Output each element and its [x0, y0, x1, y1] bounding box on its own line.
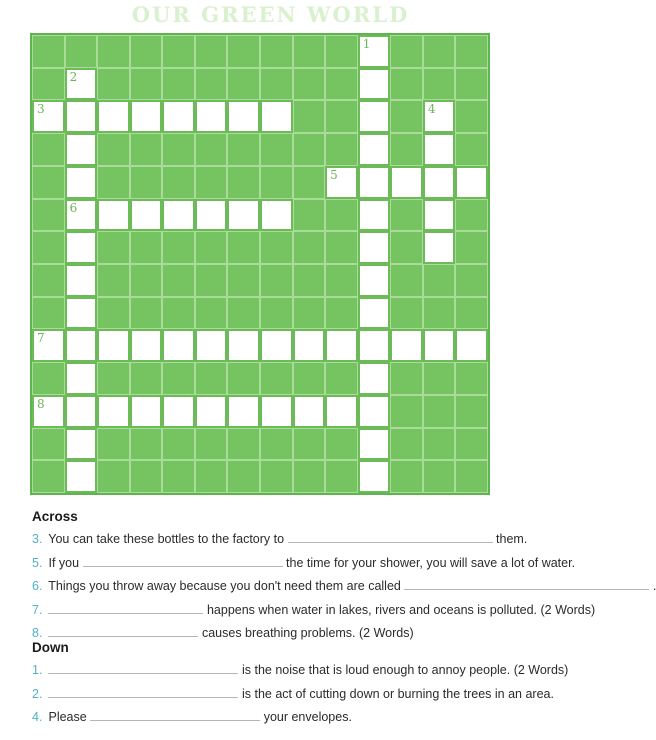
clue-number: 8 — [37, 396, 45, 411]
blocked-cell — [325, 297, 358, 330]
answer-cell[interactable] — [260, 329, 293, 362]
blocked-cell — [293, 362, 326, 395]
blocked-cell — [162, 297, 195, 330]
blocked-cell — [227, 264, 260, 297]
down-clues — [32, 640, 569, 732]
down-heading: Down — [32, 640, 69, 655]
answer-cell[interactable] — [325, 166, 358, 199]
blocked-cell — [130, 264, 163, 297]
answer-cell[interactable] — [195, 329, 228, 362]
blocked-cell — [162, 35, 195, 68]
blocked-cell — [293, 297, 326, 330]
answer-cell[interactable] — [130, 199, 163, 232]
clue-number-label: 7. — [32, 602, 43, 617]
answer-blank[interactable] — [83, 554, 283, 567]
blocked-cell — [390, 460, 423, 493]
answer-cell[interactable] — [358, 100, 391, 133]
across-clue-3 — [32, 530, 528, 554]
answer-cell[interactable] — [130, 100, 163, 133]
blocked-cell — [260, 264, 293, 297]
blocked-cell — [325, 362, 358, 395]
blocked-cell — [455, 428, 488, 461]
clue-text: . — [652, 579, 656, 593]
answer-cell[interactable] — [65, 68, 98, 101]
answer-cell[interactable] — [358, 166, 391, 199]
blocked-cell — [130, 35, 163, 68]
answer-blank[interactable] — [48, 685, 238, 698]
answer-cell[interactable] — [195, 395, 228, 428]
blocked-cell — [32, 297, 65, 330]
blocked-cell — [423, 264, 456, 297]
blocked-cell — [293, 199, 326, 232]
across-clue-6 — [32, 577, 656, 601]
answer-cell[interactable] — [97, 199, 130, 232]
blocked-cell — [293, 68, 326, 101]
blocked-cell — [195, 428, 228, 461]
blocked-cell — [130, 460, 163, 493]
blocked-cell — [32, 199, 65, 232]
answer-cell[interactable] — [32, 100, 65, 133]
answer-cell[interactable] — [195, 100, 228, 133]
answer-cell[interactable] — [32, 395, 65, 428]
blocked-cell — [293, 35, 326, 68]
blocked-cell — [390, 231, 423, 264]
blocked-cell — [32, 68, 65, 101]
blocked-cell — [130, 166, 163, 199]
answer-cell[interactable] — [65, 428, 98, 461]
blocked-cell — [293, 428, 326, 461]
blocked-cell — [130, 68, 163, 101]
answer-cell[interactable] — [358, 264, 391, 297]
blocked-cell — [195, 35, 228, 68]
answer-cell[interactable] — [358, 35, 391, 68]
blocked-cell — [32, 362, 65, 395]
blocked-cell — [32, 264, 65, 297]
clue-number: 7 — [37, 331, 45, 346]
blocked-cell — [293, 166, 326, 199]
blocked-cell — [162, 231, 195, 264]
answer-cell[interactable] — [65, 133, 98, 166]
answer-cell[interactable] — [358, 231, 391, 264]
answer-cell[interactable] — [358, 133, 391, 166]
answer-cell[interactable] — [227, 395, 260, 428]
answer-cell[interactable] — [227, 199, 260, 232]
blocked-cell — [390, 35, 423, 68]
blocked-cell — [32, 231, 65, 264]
blocked-cell — [325, 428, 358, 461]
blocked-cell — [130, 297, 163, 330]
blocked-cell — [455, 231, 488, 264]
blocked-cell — [390, 133, 423, 166]
answer-cell[interactable] — [260, 199, 293, 232]
blocked-cell — [97, 460, 130, 493]
blocked-cell — [162, 68, 195, 101]
blocked-cell — [293, 460, 326, 493]
blocked-cell — [260, 297, 293, 330]
clue-text: is the noise that is loud enough to annoy people. (2 Words) — [241, 663, 569, 677]
answer-cell[interactable] — [227, 100, 260, 133]
blocked-cell — [97, 264, 130, 297]
answer-cell[interactable] — [358, 68, 391, 101]
blocked-cell — [195, 231, 228, 264]
blocked-cell — [130, 133, 163, 166]
blocked-cell — [260, 68, 293, 101]
blocked-cell — [97, 362, 130, 395]
answer-cell[interactable] — [358, 297, 391, 330]
blocked-cell — [325, 264, 358, 297]
blocked-cell — [390, 264, 423, 297]
answer-cell[interactable] — [162, 100, 195, 133]
answer-cell[interactable] — [97, 100, 130, 133]
answer-cell[interactable] — [65, 166, 98, 199]
answer-cell[interactable] — [65, 362, 98, 395]
clue-number: 2 — [69, 69, 78, 84]
blocked-cell — [260, 231, 293, 264]
blocked-cell — [195, 460, 228, 493]
answer-cell[interactable] — [65, 329, 98, 362]
clue-number-label: 6. — [32, 579, 43, 593]
blocked-cell — [130, 428, 163, 461]
answer-cell[interactable] — [423, 231, 456, 264]
blocked-cell — [325, 35, 358, 68]
answer-cell[interactable] — [423, 329, 456, 362]
blocked-cell — [293, 133, 326, 166]
blocked-cell — [423, 395, 456, 428]
blocked-cell — [195, 362, 228, 395]
answer-cell[interactable] — [423, 133, 456, 166]
blocked-cell — [97, 166, 130, 199]
blocked-cell — [390, 362, 423, 395]
answer-cell[interactable] — [97, 395, 130, 428]
blocked-cell — [423, 68, 456, 101]
blocked-cell — [97, 133, 130, 166]
clue-text: is the act of cutting down or burning the trees in an area. — [241, 686, 554, 701]
blocked-cell — [97, 68, 130, 101]
blocked-cell — [195, 264, 228, 297]
blocked-cell — [227, 133, 260, 166]
blocked-cell — [455, 362, 488, 395]
answer-cell[interactable] — [293, 395, 326, 428]
blocked-cell — [32, 133, 65, 166]
blocked-cell — [325, 100, 358, 133]
answer-cell[interactable] — [65, 231, 98, 264]
answer-blank[interactable] — [48, 624, 198, 637]
blocked-cell — [260, 133, 293, 166]
blocked-cell — [130, 362, 163, 395]
blocked-cell — [455, 395, 488, 428]
blocked-cell — [325, 68, 358, 101]
blocked-cell — [325, 199, 358, 232]
blocked-cell — [32, 35, 65, 68]
clue-text: happens when water in lakes, rivers and oceans is polluted. (2 Words) — [206, 602, 596, 617]
answer-cell[interactable] — [423, 199, 456, 232]
blocked-cell — [260, 428, 293, 461]
page-title: OUR GREEN WORLD — [131, 2, 410, 27]
clue-text: the time for your shower, you will save a lot of water. — [286, 555, 576, 570]
answer-cell[interactable] — [162, 199, 195, 232]
clue-number-label: 3. — [32, 532, 43, 546]
blocked-cell — [130, 231, 163, 264]
answer-cell[interactable] — [65, 100, 98, 133]
blocked-cell — [162, 362, 195, 395]
clue-number-label: 5. — [32, 555, 43, 570]
blocked-cell — [455, 264, 488, 297]
blocked-cell — [260, 362, 293, 395]
blocked-cell — [423, 297, 456, 330]
answer-cell[interactable] — [260, 395, 293, 428]
blocked-cell — [97, 428, 130, 461]
clue-number-label: 2. — [32, 686, 43, 701]
answer-cell[interactable] — [130, 329, 163, 362]
across-clues — [32, 509, 656, 648]
answer-cell[interactable] — [325, 329, 358, 362]
clue-text: If you — [48, 555, 80, 570]
blocked-cell — [227, 460, 260, 493]
answer-cell[interactable] — [423, 100, 456, 133]
answer-cell[interactable] — [358, 199, 391, 232]
answer-cell[interactable] — [358, 460, 391, 493]
clue-number: 1 — [362, 37, 371, 51]
clue-number: 3 — [37, 102, 45, 117]
answer-cell[interactable] — [358, 395, 391, 428]
answer-cell[interactable] — [162, 329, 195, 362]
blocked-cell — [423, 460, 456, 493]
answer-cell[interactable] — [358, 362, 391, 395]
down-clue-2 — [32, 685, 554, 709]
blocked-cell — [227, 35, 260, 68]
across-clue-7 — [32, 601, 596, 625]
blocked-cell — [423, 35, 456, 68]
answer-cell[interactable] — [390, 166, 423, 199]
blocked-cell — [227, 297, 260, 330]
clue-text: Please — [48, 710, 87, 724]
clue-text: them. — [496, 532, 528, 546]
blocked-cell — [227, 428, 260, 461]
answer-cell[interactable] — [390, 329, 423, 362]
blocked-cell — [97, 35, 130, 68]
answer-cell[interactable] — [65, 395, 98, 428]
clue-number-label: 1. — [32, 663, 43, 677]
blocked-cell — [227, 231, 260, 264]
blocked-cell — [390, 100, 423, 133]
clue-number-label: 4. — [32, 710, 43, 724]
blocked-cell — [390, 395, 423, 428]
blocked-cell — [162, 166, 195, 199]
blocked-cell — [455, 35, 488, 68]
clue-number: 4 — [427, 102, 436, 117]
clue-number: 5 — [330, 167, 338, 182]
blocked-cell — [293, 264, 326, 297]
blocked-cell — [227, 68, 260, 101]
crossword-grid — [30, 33, 490, 495]
blocked-cell — [32, 166, 65, 199]
answer-blank[interactable] — [288, 530, 493, 543]
answer-cell[interactable] — [455, 329, 488, 362]
blocked-cell — [260, 35, 293, 68]
blocked-cell — [162, 264, 195, 297]
blocked-cell — [455, 460, 488, 493]
answer-cell[interactable] — [32, 329, 65, 362]
answer-cell[interactable] — [65, 297, 98, 330]
answer-cell[interactable] — [65, 264, 98, 297]
answer-cell[interactable] — [130, 395, 163, 428]
down-clue-1 — [32, 661, 569, 685]
blocked-cell — [195, 166, 228, 199]
clue-number-label: 8. — [32, 626, 43, 640]
blocked-cell — [293, 100, 326, 133]
blocked-cell — [195, 133, 228, 166]
blocked-cell — [162, 133, 195, 166]
blocked-cell — [455, 100, 488, 133]
answer-blank[interactable] — [90, 708, 260, 721]
answer-blank[interactable] — [48, 661, 238, 674]
answer-cell[interactable] — [325, 395, 358, 428]
across-heading: Across — [32, 509, 78, 524]
blocked-cell — [325, 231, 358, 264]
blocked-cell — [293, 231, 326, 264]
answer-cell[interactable] — [162, 395, 195, 428]
answer-blank[interactable] — [404, 577, 649, 590]
blocked-cell — [162, 428, 195, 461]
answer-cell[interactable] — [97, 329, 130, 362]
blocked-cell — [195, 68, 228, 101]
blocked-cell — [227, 166, 260, 199]
answer-cell[interactable] — [65, 199, 98, 232]
blocked-cell — [32, 460, 65, 493]
down-clue-4 — [32, 708, 522, 732]
answer-cell[interactable] — [65, 460, 98, 493]
blocked-cell — [97, 231, 130, 264]
blocked-cell — [455, 297, 488, 330]
answer-cell[interactable] — [293, 329, 326, 362]
answer-cell[interactable] — [260, 100, 293, 133]
clue-text: You can take these bottles to the factory to — [48, 532, 285, 546]
blocked-cell — [260, 166, 293, 199]
blocked-cell — [325, 460, 358, 493]
blocked-cell — [32, 428, 65, 461]
clue-text: your envelopes. — [263, 710, 352, 724]
answer-cell[interactable] — [455, 166, 488, 199]
blocked-cell — [195, 297, 228, 330]
clue-number: 6 — [69, 200, 78, 215]
blocked-cell — [325, 133, 358, 166]
blocked-cell — [455, 133, 488, 166]
blocked-cell — [97, 297, 130, 330]
blocked-cell — [390, 297, 423, 330]
blocked-cell — [390, 68, 423, 101]
across-clue-5 — [32, 554, 576, 578]
clue-text: Things you throw away because you don't need them are called — [48, 579, 401, 593]
blocked-cell — [65, 35, 98, 68]
blocked-cell — [260, 460, 293, 493]
answer-cell[interactable] — [423, 166, 456, 199]
answer-cell[interactable] — [227, 329, 260, 362]
clue-text: causes breathing problems. (2 Words) — [201, 626, 414, 640]
answer-cell[interactable] — [195, 199, 228, 232]
blocked-cell — [423, 428, 456, 461]
answer-cell[interactable] — [358, 329, 391, 362]
blocked-cell — [390, 199, 423, 232]
blocked-cell — [162, 460, 195, 493]
answer-blank[interactable] — [48, 601, 203, 614]
answer-cell[interactable] — [358, 428, 391, 461]
blocked-cell — [423, 362, 456, 395]
blocked-cell — [455, 199, 488, 232]
blocked-cell — [227, 362, 260, 395]
blocked-cell — [455, 68, 488, 101]
blocked-cell — [390, 428, 423, 461]
